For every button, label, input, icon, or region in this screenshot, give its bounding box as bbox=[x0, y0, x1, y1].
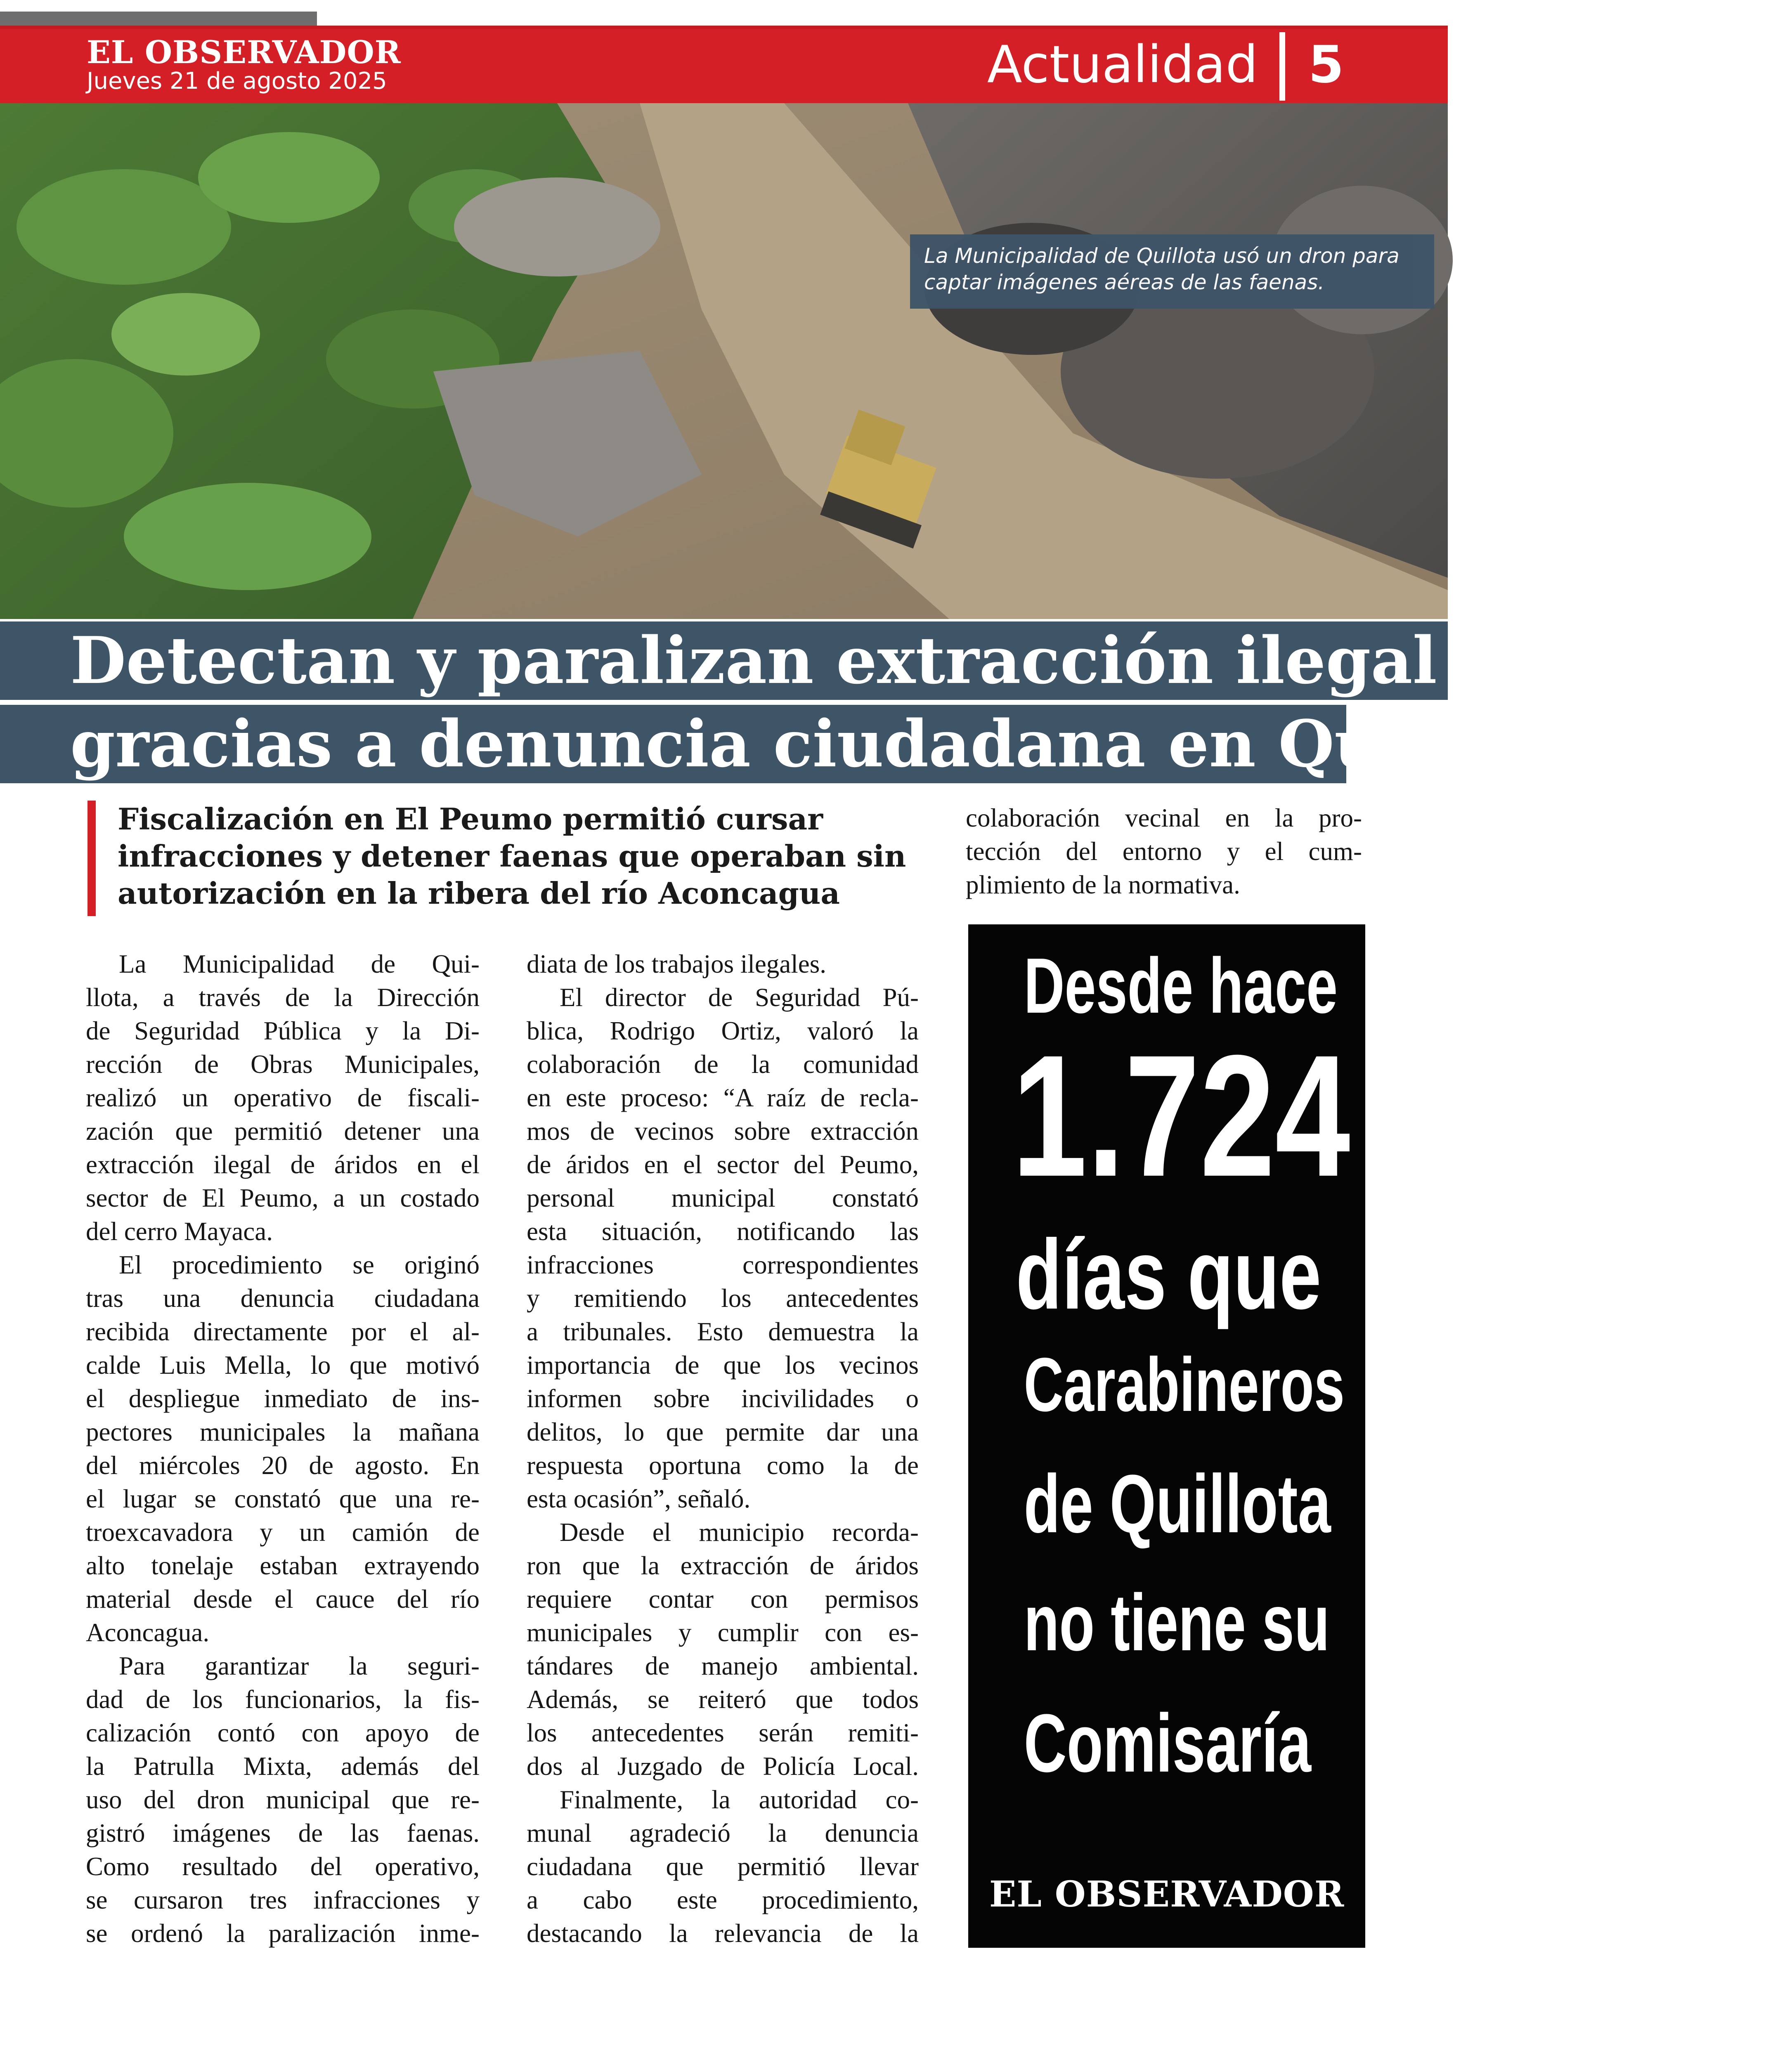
subheadline-line: autorización en la ribera del río Aconcagua bbox=[118, 876, 840, 911]
body-text-line: gistró imágenes de las faenas. bbox=[86, 1819, 480, 1848]
body-text-line: dad de los funcionarios, la fis- bbox=[86, 1685, 480, 1714]
body-text-line: llota, a través de la Dirección bbox=[86, 983, 480, 1012]
body-text-line: respuesta oportuna como la de bbox=[527, 1451, 919, 1480]
masthead-name: EL OBSERVADOR bbox=[87, 34, 401, 71]
top-grey-bar bbox=[0, 12, 317, 26]
section-label: Actualidad bbox=[987, 35, 1258, 95]
body-text-line: tección del entorno y el cum- bbox=[966, 837, 1362, 866]
body-text-line: de Seguridad Pública y la Di- bbox=[86, 1016, 480, 1045]
promo-box bbox=[968, 924, 1365, 1948]
body-text-line: tándares de manejo ambiental. bbox=[527, 1651, 919, 1680]
body-text-line: personal municipal constató bbox=[527, 1184, 919, 1212]
body-text-line: blica, Rodrigo Ortiz, valoró la bbox=[527, 1016, 919, 1045]
headline-line-2: gracias a denuncia ciudadana en Quillota bbox=[70, 706, 1569, 782]
body-text-line: el despliegue inmediato de ins- bbox=[86, 1384, 480, 1413]
aerial-photo-illustration bbox=[0, 103, 1448, 619]
body-text-line: Finalmente, la autoridad co- bbox=[560, 1785, 919, 1814]
body-text-line: municipales y cumplir con es- bbox=[527, 1618, 919, 1647]
body-text-line: mos de vecinos sobre extracción bbox=[527, 1117, 919, 1146]
body-text-line: dos al Juzgado de Policía Local. bbox=[527, 1752, 919, 1781]
body-text-line: Aconcagua. bbox=[86, 1618, 210, 1647]
body-text-line: El procedimiento se originó bbox=[119, 1250, 480, 1279]
top-red-rule bbox=[0, 26, 1448, 29]
body-text-line: el lugar se constató que una re- bbox=[86, 1484, 480, 1513]
body-text-line: tras una denuncia ciudadana bbox=[86, 1284, 480, 1313]
body-text-line: La Municipalidad de Qui- bbox=[119, 950, 480, 978]
body-column-1 bbox=[86, 947, 480, 1950]
body-text-line: la Patrulla Mixta, además del bbox=[86, 1752, 480, 1781]
page-number: 5 bbox=[1308, 35, 1344, 95]
section-separator bbox=[1279, 32, 1285, 101]
body-text-line: uso del dron municipal que re- bbox=[86, 1785, 480, 1814]
body-text-line: importancia de que los vecinos bbox=[527, 1351, 919, 1380]
body-text-line: a tribunales. Esto demuestra la bbox=[527, 1317, 919, 1346]
promo-line: Carabineros bbox=[1024, 1342, 1345, 1427]
masthead-date: Jueves 21 de agosto 2025 bbox=[87, 68, 387, 95]
promo-line: días que bbox=[1016, 1219, 1322, 1330]
body-text-line: colaboración de la comunidad bbox=[527, 1050, 919, 1079]
body-text-line: ron que la extracción de áridos bbox=[527, 1551, 919, 1580]
body-text-line: destacando la relevancia de la bbox=[527, 1919, 919, 1948]
body-text-line: rección de Obras Municipales, bbox=[86, 1050, 480, 1079]
body-text-line: colaboración vecinal en la pro- bbox=[966, 803, 1362, 832]
body-text-line: extracción ilegal de áridos en el bbox=[86, 1150, 480, 1179]
photo-caption-line: La Municipalidad de Quillota usó un dron para bbox=[924, 244, 1400, 268]
body-column-3 bbox=[966, 801, 1362, 902]
body-text-line: Desde el municipio recorda- bbox=[560, 1518, 919, 1547]
promo-line: de Quillota bbox=[1024, 1458, 1331, 1550]
body-text-line: El director de Seguridad Pú- bbox=[560, 983, 919, 1012]
body-text-line: recibida directamente por el al- bbox=[86, 1317, 480, 1346]
body-text-line: ciudadana que permitió llevar bbox=[527, 1852, 919, 1881]
body-text-line: informen sobre incivilidades o bbox=[527, 1384, 919, 1413]
promo-brand: EL OBSERVADOR bbox=[989, 1874, 1345, 1915]
body-column-2 bbox=[527, 947, 919, 1950]
subheadline-line: Fiscalización en El Peumo permitió cursar bbox=[118, 801, 823, 836]
body-text-line: alto tonelaje estaban extrayendo bbox=[86, 1551, 480, 1580]
body-text-line: y remitiendo los antecedentes bbox=[527, 1284, 919, 1313]
photo-caption-line: captar imágenes aéreas de las faenas. bbox=[924, 270, 1325, 294]
body-text-line: diata de los trabajos ilegales. bbox=[527, 950, 827, 978]
body-text-line: zación que permitió detener una bbox=[86, 1117, 480, 1146]
body-text-line: de áridos en el sector del Peumo, bbox=[527, 1150, 919, 1179]
promo-day-count: 1.724 bbox=[1012, 1019, 1350, 1213]
body-text-line: pectores municipales la mañana bbox=[86, 1418, 480, 1446]
promo-line: Desde hace bbox=[1024, 942, 1338, 1030]
body-text-line: material desde el cauce del río bbox=[86, 1585, 480, 1614]
subheadline bbox=[118, 801, 927, 912]
body-text-line: requiere contar con permisos bbox=[527, 1585, 919, 1614]
body-text-line: los antecedentes serán remiti- bbox=[527, 1718, 919, 1747]
body-text-line: plimiento de la normativa. bbox=[966, 870, 1240, 899]
body-text-line: se cursaron tres infracciones y bbox=[86, 1885, 480, 1914]
body-text-line: sector de El Peumo, a un costado bbox=[86, 1184, 480, 1212]
body-text-line: delitos, lo que permite dar una bbox=[527, 1418, 919, 1446]
subheadline-line: infracciones y detener faenas que operaban sin bbox=[118, 839, 906, 874]
body-text-line: Para garantizar la seguri- bbox=[119, 1651, 480, 1680]
photo-caption bbox=[910, 234, 1434, 309]
body-text-line: calización contó con apoyo de bbox=[86, 1718, 480, 1747]
body-text-line: troexcavadora y un camión de bbox=[86, 1518, 480, 1547]
body-text-line: realizó un operativo de fiscali- bbox=[86, 1083, 480, 1112]
aerial-photo bbox=[0, 103, 1448, 619]
body-text-line: en este proceso: “A raíz de recla- bbox=[527, 1083, 919, 1112]
body-text-line: Como resultado del operativo, bbox=[86, 1852, 480, 1881]
body-text-line: a cabo este procedimiento, bbox=[527, 1885, 919, 1914]
body-text-line: munal agradeció la denuncia bbox=[527, 1819, 919, 1848]
body-text-line: infracciones correspondientes bbox=[527, 1250, 919, 1279]
body-text-line: se ordenó la paralización inme- bbox=[86, 1919, 480, 1948]
body-text-line: Además, se reiteró que todos bbox=[527, 1685, 919, 1714]
body-text-line: del miércoles 20 de agosto. En bbox=[86, 1451, 480, 1480]
body-text-line: calde Luis Mella, lo que motivó bbox=[86, 1351, 480, 1380]
body-text-line: esta ocasión”, señaló. bbox=[527, 1484, 751, 1513]
promo-line: Comisaría bbox=[1024, 1697, 1311, 1789]
body-text-line: del cerro Mayaca. bbox=[86, 1217, 273, 1246]
headline-line-1: Detectan y paralizan extracción ilegal de áridos bbox=[70, 623, 1792, 698]
body-text-line: esta situación, notificando las bbox=[527, 1217, 919, 1246]
subheadline-accent-bar bbox=[87, 801, 96, 916]
promo-line: no tiene su bbox=[1024, 1578, 1330, 1668]
